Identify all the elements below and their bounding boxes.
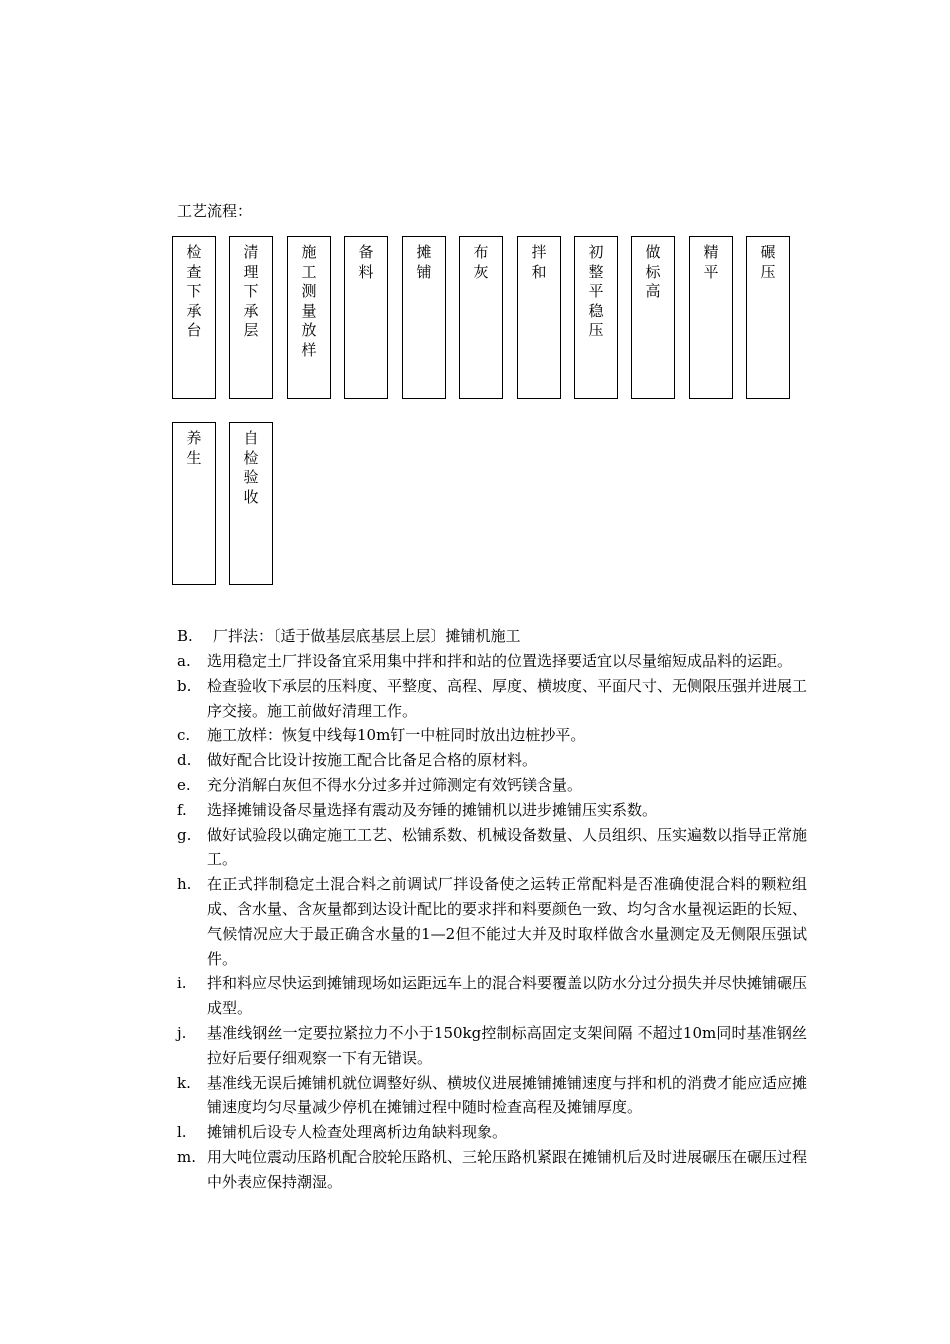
list-item-text: 选择摊铺设备尽量选择有震动及夯锤的摊铺机以进步摊铺压实系数。 [207, 800, 658, 819]
flow-step-box [402, 236, 446, 399]
flow-step-box [459, 236, 503, 399]
flow-step-label: 做标高 [645, 243, 661, 300]
flow-step-box [344, 236, 388, 399]
section-b [177, 624, 807, 1195]
list-item-marker: a. [177, 652, 191, 670]
flow-step-label: 布灰 [473, 243, 489, 281]
flow-step-label: 摊铺 [416, 243, 432, 281]
list-item-marker: l. [177, 1123, 187, 1142]
flow-step-box [517, 236, 561, 399]
flow-step-label: 碾压 [760, 243, 776, 281]
list-item [177, 649, 807, 674]
list-item [177, 1120, 807, 1145]
list-item-text: 基准线无误后摊铺机就位调整好纵、横坡仪进展摊铺摊铺速度与拌和机的消费才能应适应摊铺速度均匀尽量减少停机在摊铺过程中随时检查高程及摊铺厚度。 [207, 1073, 808, 1117]
list-item-text: 做好配合比设计按施工配合比备足合格的原材料。 [207, 751, 538, 770]
flow-step-label: 备料 [358, 243, 374, 281]
list-item-text: 用大吨位震动压路机配合胶轮压路机、三轮压路机紧跟在摊铺机后及时进展碾压在碾压过程中外表应保持潮湿。 [207, 1147, 808, 1191]
flow-step-box [172, 236, 216, 399]
list-item [177, 1021, 807, 1071]
list-item-marker: h. [177, 875, 192, 894]
list-item-marker: e. [177, 775, 191, 794]
list-item-marker: m. [177, 1147, 196, 1166]
section-b-heading-line [177, 624, 807, 649]
flow-step-box [746, 236, 790, 399]
flow-step-box [689, 236, 733, 399]
section-b-heading: 厂拌法：〔适于做基层底基层上层〕摊铺机施工 [213, 627, 521, 645]
list-item-text: 摊铺机后设专人检查处理离析边角缺料现象。 [207, 1123, 508, 1142]
list-item-text: 做好试验段以确定施工工艺、松铺系数、机械设备数量、人员组织、压实遍数以指导正常施工。 [207, 825, 808, 869]
flow-step-box [574, 236, 618, 399]
list-item [177, 674, 807, 724]
list-item-text: 在正式拌制稳定土混合料之前调试厂拌设备使之运转正常配料是否准确使混合料的颗粒组成、含水量、含灰量都到达设计配比的要求拌和料要颜色一致、均匀含水量视运距的长短、气候情况应大于最正确含水量的1—2但不能过大并及时取样做含水量测定及无侧限压强试件。 [207, 875, 808, 968]
list-item-marker: i. [177, 974, 187, 993]
list-item [177, 773, 807, 798]
flow-step-label: 拌和 [531, 243, 547, 281]
flow-title: 工艺流程： [177, 202, 253, 220]
list-item [177, 823, 807, 873]
list-item-text: 基准线钢丝一定要拉紧拉力不小于150kg控制标高固定支架间隔 不超过10m同时基准钢丝拉好后要仔细观察一下有无错误。 [207, 1023, 807, 1067]
flow-step-label: 自检验收 [243, 429, 259, 506]
flow-step-label: 施工测量放样 [301, 243, 317, 359]
list-item [177, 748, 807, 773]
list-item-text: 充分消解白灰但不得水分过多并过筛测定有效钙镁含量。 [207, 775, 583, 794]
flow-step-box [229, 422, 273, 585]
flow-step-box [631, 236, 675, 399]
list-item-text: 检查验收下承层的压料度、平整度、高程、厚度、横坡度、平面尺寸、无侧限压强并进展工序交接。施工前做好清理工作。 [207, 676, 808, 720]
list-item [177, 1145, 807, 1195]
list-item-text: 选用稳定土厂拌设备宜采用集中拌和拌和站的位置选择要适宜以尽量缩短成品料的运距。 [207, 652, 793, 670]
list-item-marker: f. [177, 800, 187, 819]
flow-step-box [229, 236, 273, 399]
flow-step-label: 初整平稳压 [588, 243, 604, 339]
list-item-marker: g. [177, 825, 192, 844]
list-item-marker: d. [177, 751, 192, 770]
flow-step-box [287, 236, 331, 399]
list-item-marker: j. [177, 1023, 187, 1042]
list-item-text: 施工放样：恢复中线每10m钉一中桩同时放出边桩抄平。 [207, 726, 586, 745]
section-b-label: B. [177, 627, 193, 645]
list-item-marker: b. [177, 676, 192, 695]
list-item [177, 798, 807, 823]
list-item-text: 拌和料应尽快运到摊铺现场如运距远车上的混合料要覆盖以防水分过分损失并尽快摊铺碾压成型。 [207, 974, 808, 1018]
flow-step-label: 检查下承台 [186, 243, 202, 339]
list-item [177, 1071, 807, 1121]
list-item [177, 872, 807, 971]
list-item-marker: k. [177, 1073, 191, 1092]
list-item [177, 723, 807, 748]
list-item-marker: c. [177, 726, 191, 745]
list-item [177, 971, 807, 1021]
flow-step-label: 清理下承层 [243, 243, 259, 339]
flow-step-label: 养生 [186, 429, 202, 467]
flow-step-box [172, 422, 216, 585]
flow-step-label: 精平 [703, 243, 719, 281]
